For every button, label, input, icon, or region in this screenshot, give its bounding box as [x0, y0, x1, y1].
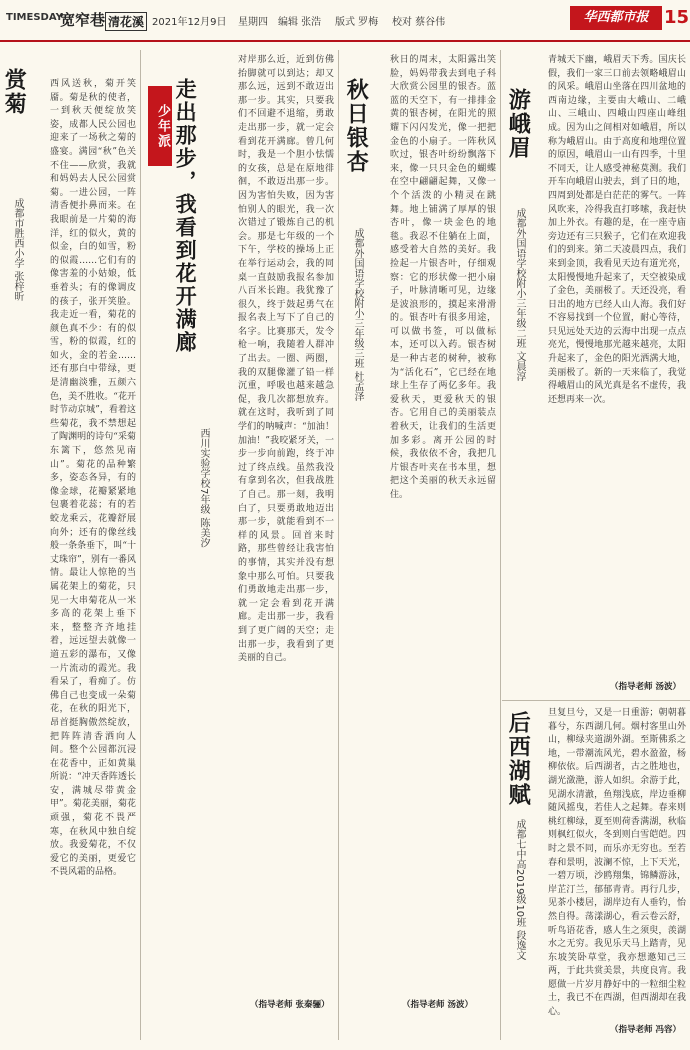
article-byline: 成都外国语学校附小三年级三班 杜孟泽	[352, 228, 363, 402]
proofreader-credit: 校对 蔡谷伟	[392, 17, 446, 28]
article-title: 后西湖赋	[505, 711, 532, 807]
subcolumn-name: 清花溪	[105, 12, 147, 31]
article-title: 游峨眉	[505, 88, 532, 160]
teacher-credit: （指导老师 张秦骊）	[250, 1000, 330, 1010]
article-byline: 西川实验学校7年级 陈美汐	[198, 428, 209, 548]
designer-credit: 版式 罗梅	[335, 17, 379, 28]
newspaper-logo: 华西都市报	[570, 6, 662, 30]
article-youemei	[502, 48, 690, 692]
editor-credit: 编辑 张浩	[278, 17, 322, 28]
column-name: 宽窄巷	[60, 11, 106, 29]
article-houxihu	[502, 700, 690, 1041]
section-badge: 少年派	[148, 86, 172, 166]
article-qiuri	[340, 48, 500, 1038]
article-zouchu	[142, 48, 338, 1038]
article-byline: 成都外国语学校附小三年级二班 文晨淳	[514, 208, 525, 382]
article-body: 西风送秋，菊开笑靥。菊是秋的使者，一到秋天便绽放笑姿，成都人民公园也迎来了一场秋之菊的盛宴。满园“秋”色关不住——欣赏，我就和妈妈去人民公园赏菊。一进公园，一阵清香便扑鼻而来。在我眼前是一片菊的海洋，红的似火，黄的似金，白的如雪，粉的似霞……它们有的像害羞的小姑娘，低垂着头；有的像调皮的孩子，张开笑脸。我走近一看，菊花的颜色真不少：有的似雪，粉的似霞，红的如火，金的若金……还有那白中带绿，更是清幽淡雅，五颜六色，美不胜收。“花开时节动京城”，看着这些菊花，我不禁想起了陶渊明的诗句“采菊东篱下，悠然见南山”。菊花的品种繁多，姿态各异，有的像金球，花瓣紧紧地包裹着花蕊；有的若蛟龙乘云，花瓣舒展向外；还有的像丝线般一条条垂下，叫“十丈珠帘”，别有一番风情。最让人惊艳的当属花架上的菊花，只见一大串菊花从一米多高的花架上垂下来，整整齐齐地挂着，远远望去就像一道五彩的瀑布，又像一片流动的霞光。我看呆了，看痴了。仿佛自己也变成一朵菊花，在秋的阳光下，昂首挺胸傲然绽放，把阵阵清香洒向人间。整个公园都沉浸在花香中，正如黄巢所说：“冲天香阵透长安，满城尽带黄金甲”。菊花美丽，菊花顽强，菊花不畏严寒，在秋风中独自绽放。我爱菊花，不仅爱它的美丽，更爱它不畏风霜的品格。	[50, 79, 136, 878]
column-divider	[500, 50, 501, 1040]
article-body: 青城天下幽，峨眉天下秀。国庆长假，我们一家三口前去领略峨眉山的风采。峨眉山坐落在四川盆地的西南边缘，主要由大峨山、二峨山、三峨山、四峨山四座山峰组成。因为山之间相对如峨眉，所以称为峨眉山。由于高度和地理位置的原因，峨眉山一山有四季，十里不同天，让人感受神秘莫测。我们开车向峨眉山驶去，到了日的地，四周到处都是白茫茫的雾气。一阵风吹来，冷得我直打哆嗦，我赶快加上外衣。有趣的是，在一座寺庙旁边还有三只猴子，它们在欢迎我们的到来。第二天凌晨四点，我们来到金顶，我看见天边有道光亮，太阳慢慢地升起来了，天空被染成了金色，美丽极了。天还没亮，看日出的地方已经人山人海。我们好不容易找到一个位置，耐心等待，只见远处天边的云海中出现一点点亮光，慢慢地那光越来越亮，太阳升起来了，金色的阳光洒满大地，美丽极了。新的一天来临了，我觉得峨眉山的风光真是名不虚传，我还想再来一次。	[548, 55, 686, 405]
article-body: 秋日的周末，太阳露出笑脸，妈妈带我去到电子科大欣赏公园里的银杏。蓝蓝的天空下，有一排排金黄的银杏树，在阳光的照耀下闪闪发光，像一把把金色的小扇子。一阵秋风吹过，银杏叶纷纷飘落下来，像一只只金色的蝴蝶在空中翩翩起舞，又像一个个活泼的小精灵在跳舞。地上铺满了厚厚的银杏叶，像一块金色的地毯。我忍不住躺在上面，感受着大自然的美好。我捡起一片银杏叶，仔细观察：它的形状像一把小扇子，叶脉清晰可见，边缘是波浪形的，摸起来滑滑的。银杏叶有很多用途，可以做书签，可以做标本，还可以入药。银杏树是一种古老的树种，被称为“活化石”，它已经在地球上生存了两亿多年。我爱秋天，更爱秋天的银杏。它用自己的美丽装点着秋天，让我们的生活更加多彩。离开公园的时候，我依依不舍，我把几片银杏叶夹在书本里，想把这个美丽的秋天永远留住。	[390, 55, 496, 500]
article-title: 走出那步，我看到花开满廊	[173, 78, 199, 354]
column-divider	[140, 50, 141, 1040]
issue-weekday: 星期四	[238, 17, 268, 28]
issue-date: 2021年12月9日	[152, 17, 227, 28]
article-byline: 成都市胜西小学 张梓昕	[12, 198, 23, 302]
article-shangju	[0, 48, 140, 1028]
teacher-credit: （指导老师 汤波）	[610, 682, 681, 692]
teacher-credit: （指导老师 冯容）	[610, 1025, 681, 1035]
article-byline: 成都七中高2019级10班 段逸文	[514, 819, 525, 961]
article-title: 赏菊	[1, 68, 28, 116]
article-title: 秋日银杏	[343, 78, 370, 174]
brand-label: TIMESDAY	[6, 12, 63, 23]
column-divider	[338, 50, 339, 1040]
page-number: 15	[664, 7, 690, 28]
teacher-credit: （指导老师 汤波）	[402, 1000, 473, 1010]
article-body: 对岸那么近，近到仿佛抬脚就可以到达；却又那么远，远到不敢迈出那一步。其实，只要我们不回避不退缩，勇敢走出那一步，就一定会看到花开满廊。曾几何时，我是一个胆小怯懦的女孩，总是在原地徘徊，不敢迈出那一步。因为害怕失败，因为害怕别人的眼光，我一次次错过了锻炼自己的机会。那是七年级的一个下午，学校的操场上正在举行运动会，我的同桌一直鼓励我报名参加八百米长跑。我犹豫了很久，终于鼓起勇气在报名表上写下了自己的名字。比赛那天，发令枪一响，我随着人群冲了出去。一圈、两圈，我的双腿像灌了铅一样沉重，呼吸也越来越急促，我几次都想放弃。就在这时，我听到了同学们的呐喊声：“加油！加油！”我咬紧牙关，一步一步向前跑，终于冲过了终点线。虽然我没有拿到名次，但我战胜了自己。那一刻，我明白了，只要勇敢地迈出那一步，就能看到不一样的风景。回首来时路，那些曾经让我害怕的事情，其实并没有想象中那么可怕。只要我们勇敢地走出那一步，就一定会看到花开满廊。走出那一步，我看到了更广阔的天空；走出那一步，我看到了更美丽的自己。	[238, 55, 334, 664]
article-body: 旦复旦兮，又是一日重游；朝朝暮暮兮，东西湖几何。烟村客里山外山，柳绿夹道湖外湖。至斯佛系之地，一带潮流风光，碧水盈盈，杨柳依依。后西湖者，古之胜地也，湖光潋滟，游人如织。余游于此，见湖水清澈，鱼翔浅底，岸边垂柳随风摇曳，若佳人之起舞。春来则桃红柳绿，夏至则荷香满湖，秋临则枫红似火，冬到则白雪皑皑。四时之景不同，而乐亦无穷也。至若春和景明，波澜不惊，上下天光，一碧万顷，沙鸥翔集，锦鳞游泳，岸芷汀兰，郁郁青青。再行几步，见茶小楼居，湖岸边有人垂钓，怡然自得。荡漾湖心，看云卷云舒，听鸟语花香，感人生之须臾，羡湖水之无穷。我见乐天马上踏青，见东坡笑卧草堂，我亦想邀知己三两，于此共赏美景，共度良宵。我愿做一片岁月静好中的一粒细尘粒土，我已不在西湖，但西湖却在我心。	[548, 708, 686, 1017]
page-header	[0, 0, 690, 42]
